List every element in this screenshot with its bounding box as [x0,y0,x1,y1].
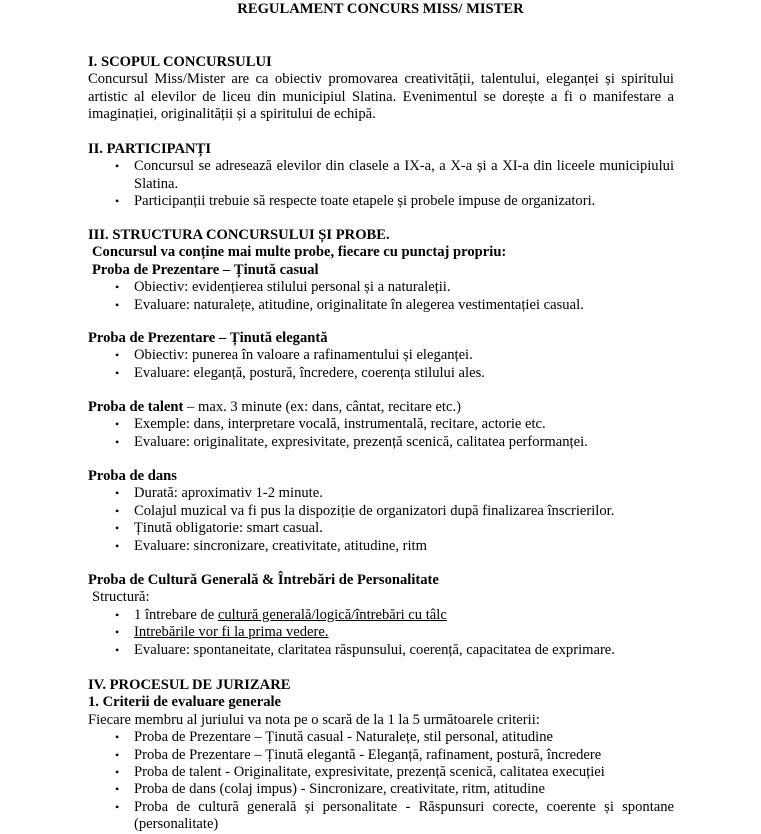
section-structura [88,227,674,314]
document-title: REGULAMENT CONCURS MISS/ MISTER [237,1,524,17]
bullet-list [88,607,674,659]
proba-eleganta [88,330,674,382]
proba-title: Proba de Prezentare – Ținută elegantă [88,330,328,346]
bullet-icon: • [115,159,120,174]
list-item: • Concursul se adresează elevilor din clasele a IX-a, a X-a și a XI-a din liceele municipiului Slatina. [115,158,674,192]
bullet-icon: • [115,799,120,814]
section-scop [88,54,674,124]
list-item: • Intrebările vor fi la prima vedere. [115,624,329,641]
bullet-icon: • [115,747,120,762]
proba-title: Proba de Cultură Generală & Întrebări de Personalitate [88,572,439,588]
bullet-icon: • [115,782,120,797]
section-intro: Fiecare membru al juriului va nota pe o scară de la 1 la 5 următoarele criterii: [88,711,540,728]
list-item: • Proba de talent - Originalitate, expresivitate, prezență scenică, calitatea execuției [115,764,605,781]
section-paragraph: Concursul Miss/Mister are ca obiectiv promovarea creativității, talentului, eleganței și spiritului artistic al elevilor de liceu din municipiul Slatina. Evenimentul se dorește a fi o manifestare a imaginației, originalității și a spiritului de echipă. [88,71,674,123]
list-item: • Evaluare: sincronizare, creativitate, atitudine, ritm [115,537,427,554]
list-item: • Evaluare: naturalețe, atitudine, originalitate în alegerea vestimentației casual. [115,296,584,313]
section-heading: I. SCOPUL CONCURSULUI [88,54,272,70]
proba-title-suffix: – max. 3 minute (ex: dans, cântat, recitare etc.) [183,399,461,415]
section-heading: II. PARTICIPANȚI [88,141,212,157]
list-item: • Proba de dans (colaj impus) - Sincronizare, creativitate, ritm, atitudine [115,781,545,798]
section-heading: III. STRUCTURA CONCURSULUI ȘI PROBE. [88,227,390,243]
list-item: • Proba de Prezentare – Ținută elegantă - Eleganță, rafinament, postură, încredere [115,746,602,763]
bullet-list [88,158,674,210]
proba-title: Proba de talent [88,399,184,415]
list-item: • Colajul muzical va fi pus la dispoziție de organizatori după finalizarea înscrierilor. [115,502,615,519]
bullet-icon: • [115,730,120,745]
list-item: • Obiectiv: evidențierea stilului personal și a naturaleții. [115,279,451,296]
list-item: • Durată: aproximativ 1-2 minute. [115,485,323,502]
proba-title: Proba de dans [88,468,177,484]
list-item: • Evaluare: eleganță, postură, încredere, coerența stilului ales. [115,364,485,381]
bullet-icon: • [115,642,120,657]
list-item: • Evaluare: spontaneitate, claritatea răspunsului, coerență, capacitatea de exprimare. [115,641,615,658]
proba-dans [88,468,674,555]
bullet-icon: • [115,280,120,295]
bullet-list [88,279,674,314]
bullet-icon: • [115,297,120,312]
proba-talent [88,399,674,451]
bullet-list [88,729,674,833]
list-item: • Ținută obligatorie: smart casual. [115,520,323,537]
section-intro: Concursul va conține mai multe probe, fiecare cu punctaj propriu: [92,244,507,261]
bullet-icon: • [115,765,120,780]
list-item: • Obiectiv: punerea în valoare a rafinamentului și eleganței. [115,347,473,364]
proba-title-line [88,399,674,416]
bullet-icon: • [115,486,120,501]
list-item: • Evaluare: originalitate, expresivitate, prezență scenică, calitatea performanței. [115,433,588,450]
list-item: • Proba de Prezentare – Ținută casual - Naturalețe, stil personal, atitudine [115,729,554,746]
section-subheading: 1. Criterii de evaluare generale [88,694,282,711]
section-participanti [88,141,674,211]
bullet-icon: • [115,607,120,622]
list-item: • 1 întrebare de cultură generală/logică/întrebări cu tâlc [115,606,447,623]
bullet-icon: • [115,365,120,380]
bullet-icon: • [115,348,120,363]
bullet-icon: • [115,503,120,518]
proba-subtitle: Structură: [92,589,150,606]
section-heading: IV. PROCESUL DE JURIZARE [88,677,291,693]
bullet-list [88,485,674,555]
bullet-icon: • [115,521,120,536]
proba-title: Proba de Prezentare – Ținută casual [92,261,319,278]
list-item: • Participanții trebuie să respecte toate etapele și probele impuse de organizatori. [115,193,596,210]
bullet-icon: • [115,417,120,432]
proba-cultura-generala [88,572,674,659]
bullet-icon: • [115,434,120,449]
section-jurizare [88,677,674,834]
bullet-list [88,347,674,382]
bullet-list [88,416,674,451]
list-item: • Proba de cultură generală și personalitate - Răspunsuri corecte, coerente și spontane (personalitate) [115,798,674,833]
list-item: • Exemple: dans, interpretare vocală, instrumentală, recitare, actorie etc. [115,416,546,433]
bullet-icon: • [115,625,120,640]
bullet-icon: • [115,194,120,209]
bullet-icon: • [115,538,120,553]
